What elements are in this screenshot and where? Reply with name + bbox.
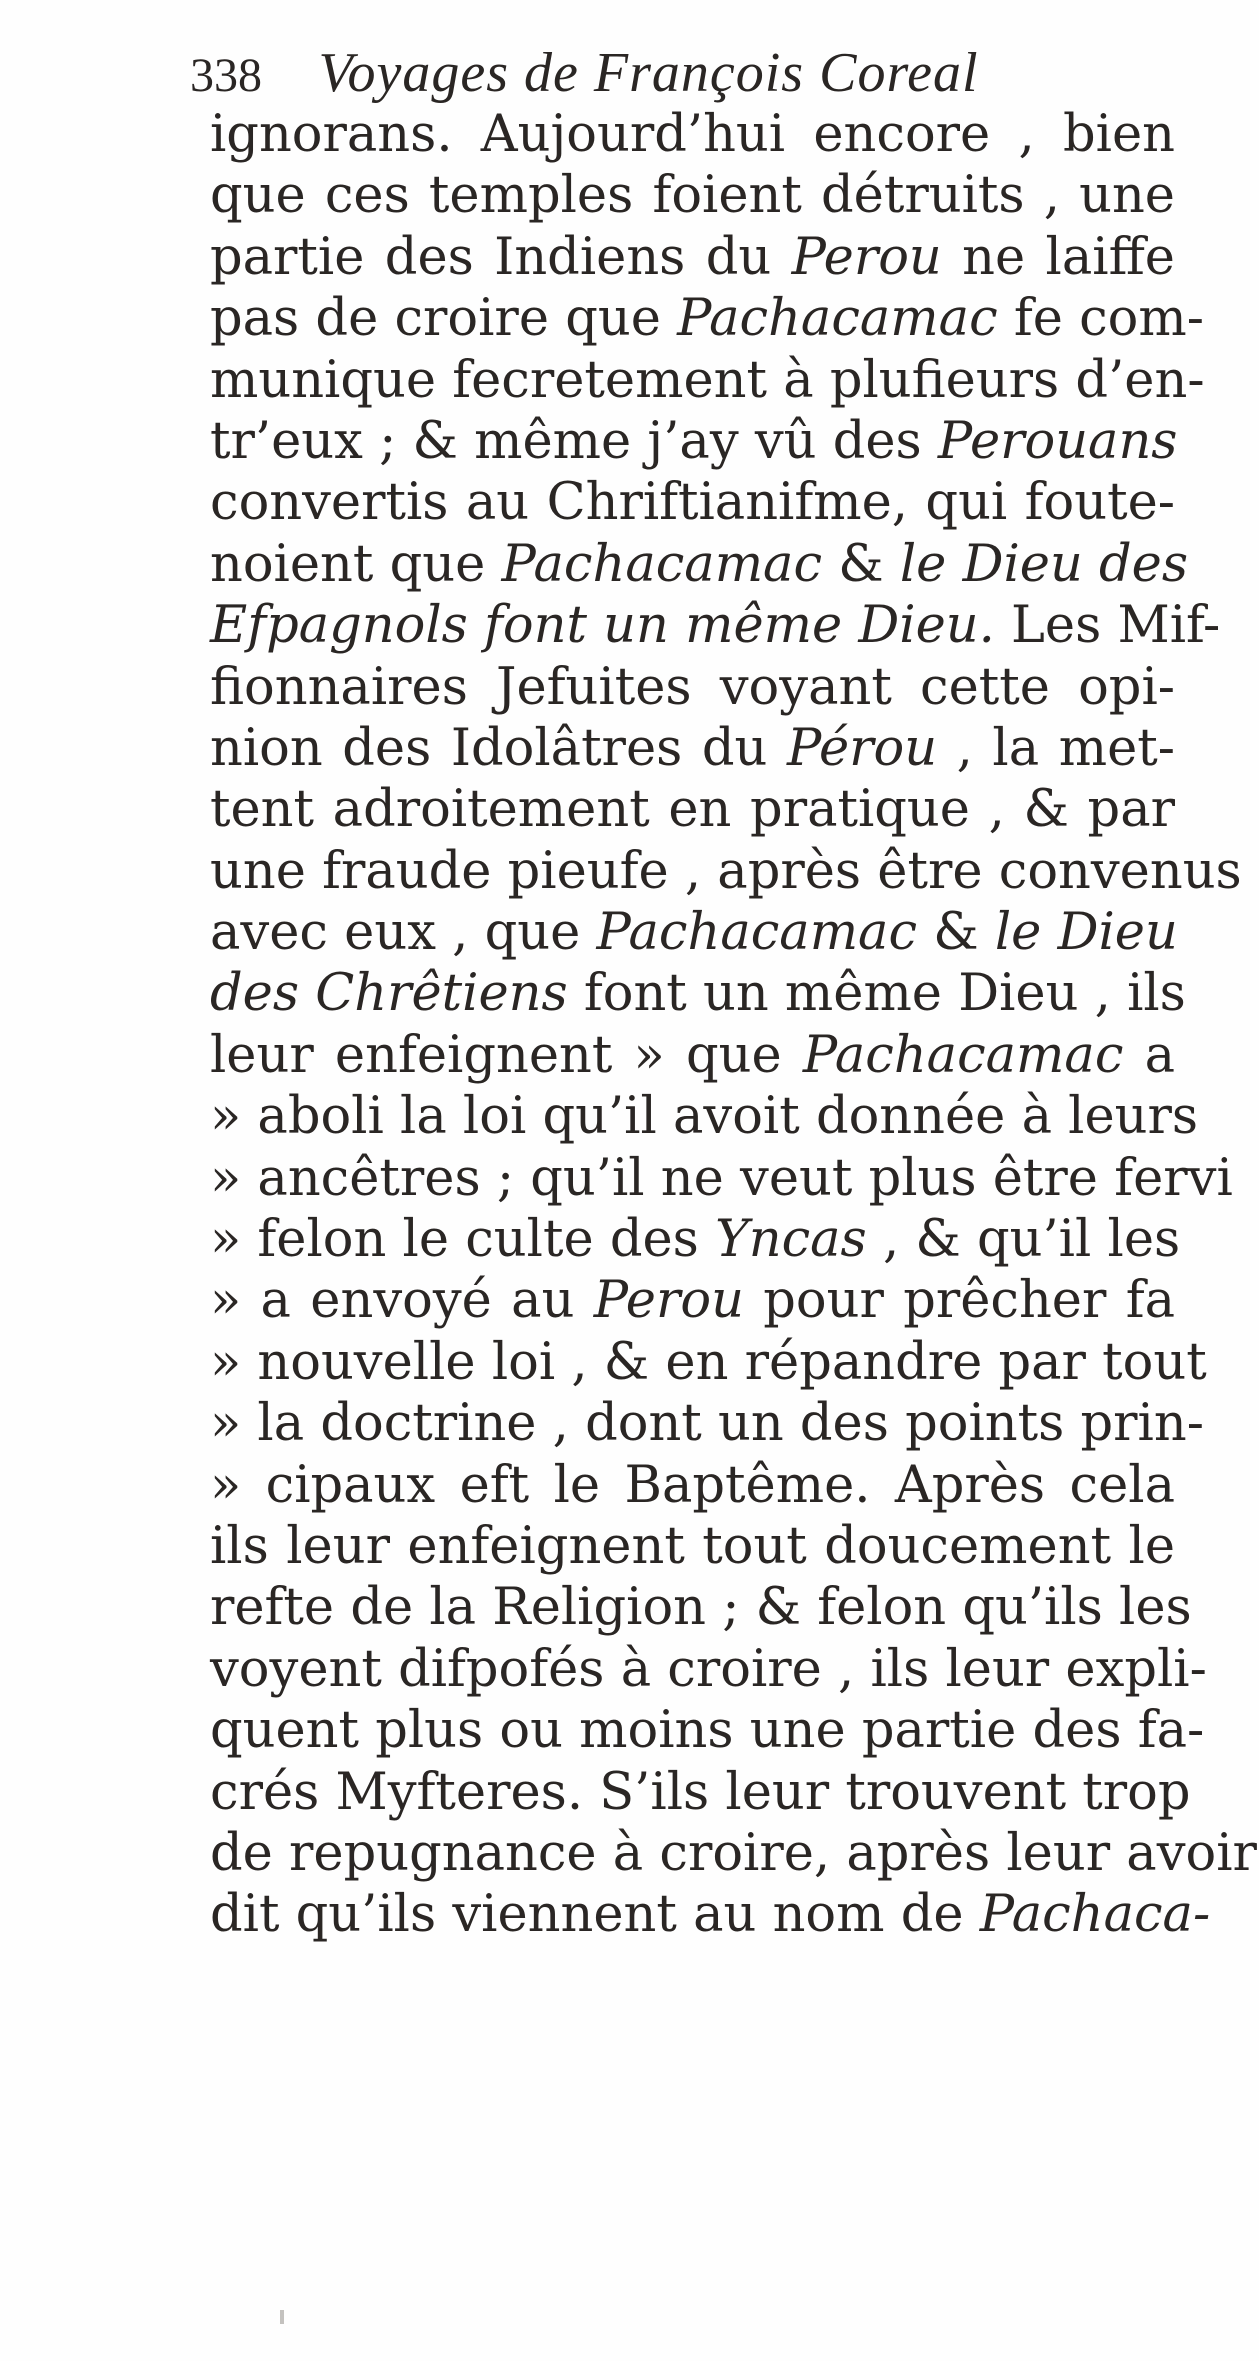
italic-segment: Pachacamac: [596, 903, 918, 963]
text-segment: fe com-: [997, 289, 1204, 349]
text-segment: voyent difpofés à croire , ils leur expli-: [210, 1639, 1207, 1699]
text-segment: de repugnance à croire, après leur avoir: [210, 1823, 1257, 1883]
text-line: [210, 718, 1175, 779]
text-segment: une fraude pieufe , après être convenus: [210, 841, 1242, 901]
text-line: [210, 104, 1175, 165]
text-segment: &: [917, 903, 995, 963]
italic-segment: le Dieu des: [899, 534, 1189, 594]
italic-segment: Perou: [791, 227, 942, 287]
italic-segment: Pachacamac: [501, 534, 823, 594]
text-segment: ignorans. Aujourd’hui encore , bien: [210, 105, 1175, 164]
text-line: [210, 350, 1205, 411]
running-title: Voyages de François Coreal: [318, 42, 979, 104]
text-line: [210, 1884, 1211, 1945]
text-segment: refte de la Religion ; & felon qu’ils les: [210, 1578, 1192, 1638]
body-text: [210, 104, 1257, 1946]
text-line: [210, 1762, 1191, 1823]
text-segment: » a envoyé au: [210, 1271, 594, 1331]
text-segment: » felon le culte des: [210, 1210, 716, 1270]
text-segment: » nouvelle loi , & en répandre par tout: [210, 1332, 1207, 1392]
text-segment: , & qu’il les: [866, 1210, 1181, 1270]
text-segment: tr’eux ; & même j’ay vû des: [210, 411, 938, 471]
text-line: [210, 411, 1178, 472]
text-segment: pour prêcher fa: [743, 1271, 1175, 1331]
text-segment: ne laiffe: [941, 227, 1175, 287]
text-segment: partie des Indiens du: [210, 227, 792, 287]
text-line: [210, 227, 1175, 288]
text-line: [210, 1086, 1199, 1147]
text-segment: munique fecretement à plufieurs d’en-: [210, 350, 1205, 410]
text-segment: , la met-: [937, 718, 1175, 778]
italic-segment: Pérou: [786, 718, 938, 778]
text-segment: noient que: [210, 534, 502, 594]
text-segment: leur enfeignent » que: [210, 1025, 803, 1085]
text-line: [210, 1332, 1207, 1393]
text-line: [210, 1577, 1192, 1638]
text-line: [210, 1639, 1207, 1700]
text-line: [210, 1455, 1175, 1516]
italic-segment: le Dieu: [994, 903, 1178, 963]
text-segment: » cipaux eft le Baptême. Après cela: [210, 1455, 1175, 1515]
text-line: [210, 288, 1204, 349]
text-segment: font un même Dieu , ils: [567, 964, 1186, 1024]
italic-segment: Pachaca-: [979, 1885, 1211, 1945]
text-line: [210, 1393, 1204, 1454]
text-segment: avec eux , que: [210, 903, 597, 963]
text-line: [210, 1148, 1233, 1209]
text-line: [210, 1700, 1205, 1761]
italic-segment: des Chrêtiens: [210, 964, 568, 1024]
text-line: [210, 657, 1175, 718]
text-segment: tent adroitement en pratique , & par: [210, 780, 1175, 840]
italic-segment: Pachacamac: [677, 289, 998, 349]
text-segment: quent plus ou moins une partie des fa-: [210, 1701, 1205, 1761]
text-segment: pas de croire que: [210, 289, 678, 349]
text-segment: dit qu’ils viennent au nom de: [210, 1885, 980, 1945]
text-line: [210, 1270, 1175, 1331]
text-line: [210, 841, 1242, 902]
text-line: [210, 165, 1175, 226]
text-segment: » aboli la loi qu’il avoit donnée à leurs: [210, 1087, 1199, 1147]
text-line: [210, 1516, 1175, 1577]
italic-segment: Perouans: [937, 411, 1178, 471]
text-line: [210, 963, 1186, 1024]
text-line: [210, 779, 1175, 840]
text-segment: convertis au Chriftianifme, qui foute-: [210, 473, 1175, 533]
italic-segment: Perou: [593, 1271, 744, 1331]
italic-segment: Yncas: [715, 1210, 867, 1270]
stray-ink-mark: [280, 2310, 284, 2324]
page-number: 338: [190, 49, 262, 102]
text-segment: nion des Idolâtres du: [210, 718, 787, 778]
italic-segment: Efpagnols font un même Dieu.: [210, 596, 995, 656]
text-line: [210, 472, 1175, 533]
text-line: [210, 534, 1189, 595]
italic-segment: Pachacamac: [802, 1025, 1124, 1085]
text-line: [210, 902, 1178, 963]
text-segment: fionnaires Jefuites voyant cette opi-: [210, 657, 1175, 717]
text-segment: crés Myfteres. S’ils leur trouvent trop: [210, 1762, 1191, 1822]
text-segment: &: [822, 534, 900, 594]
text-segment: que ces temples foient détruits , une: [210, 166, 1175, 226]
text-line: [210, 1209, 1181, 1270]
text-segment: » la doctrine , dont un des points prin-: [210, 1394, 1204, 1454]
text-segment: » ancêtres ; qu’il ne veut plus être fervi: [210, 1148, 1233, 1208]
text-line: [210, 1823, 1257, 1884]
text-segment: ils leur enfeignent tout doucement le: [210, 1516, 1175, 1576]
text-line: [210, 595, 1221, 656]
text-line: [210, 1025, 1175, 1086]
text-segment: a: [1123, 1025, 1176, 1085]
text-segment: Les Mif-: [994, 596, 1221, 656]
